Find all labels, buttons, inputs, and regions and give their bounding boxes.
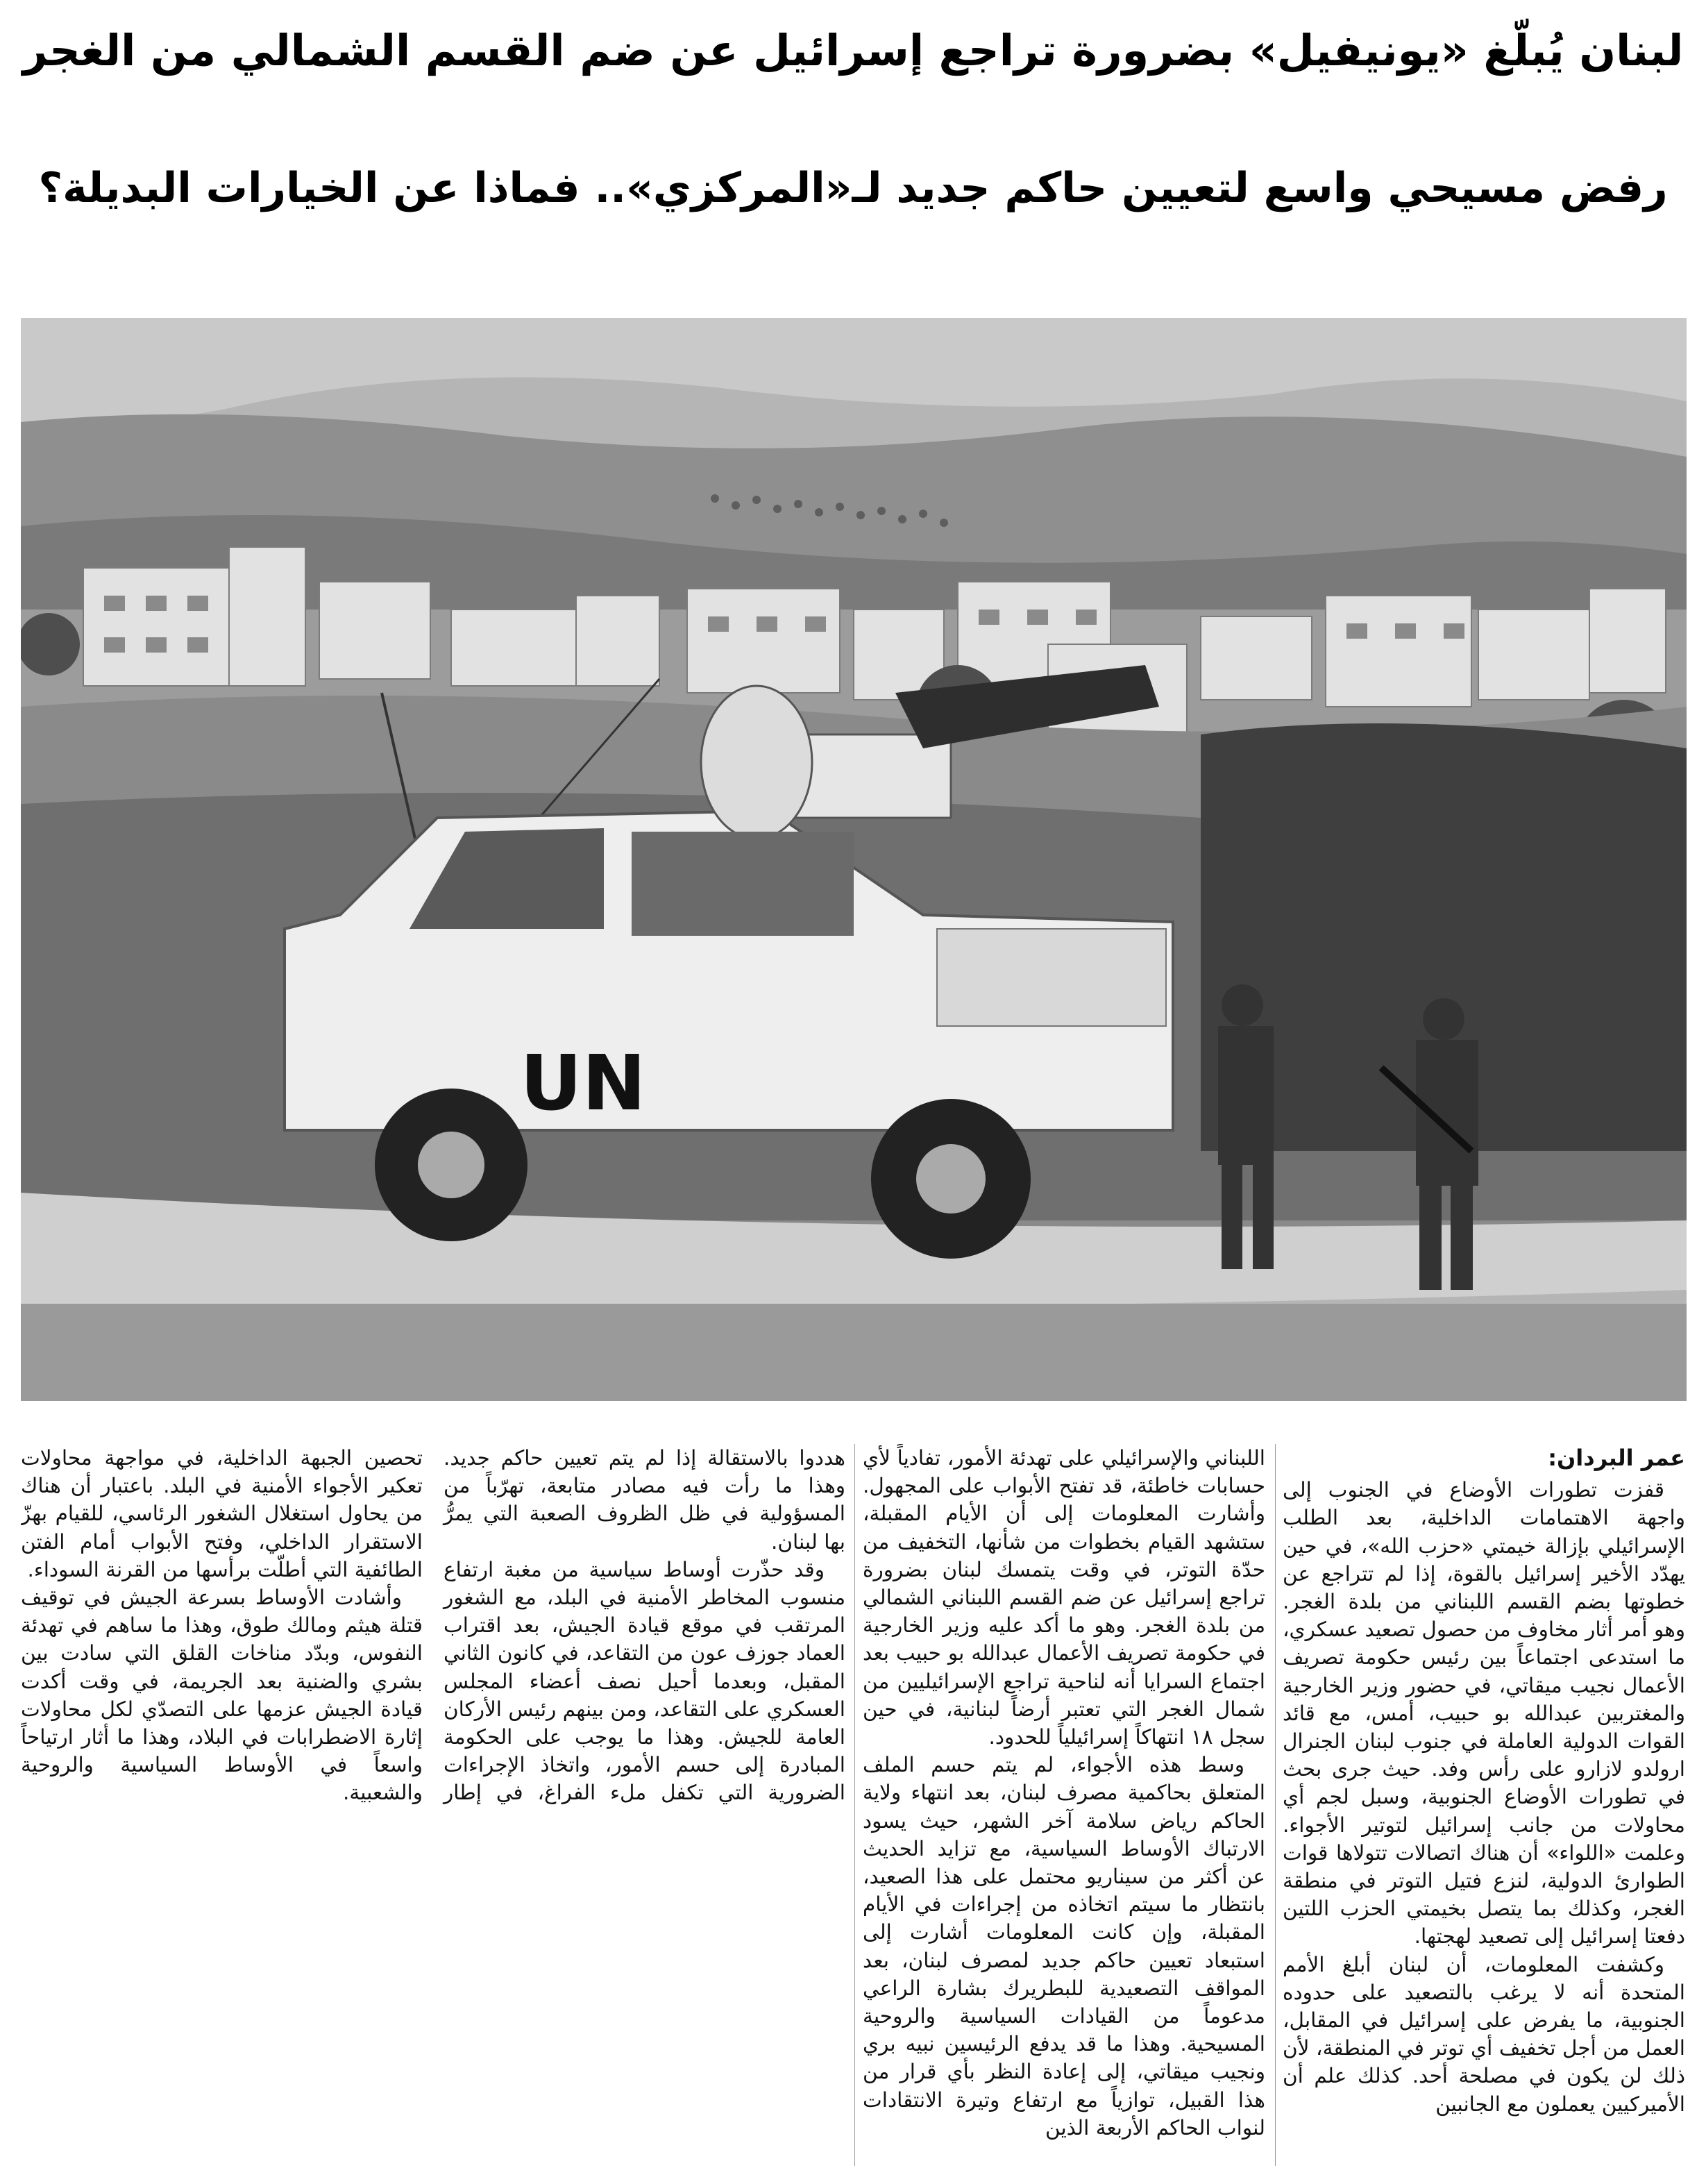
un-marking: UN xyxy=(520,1039,646,1127)
article-column-1 xyxy=(1283,1444,1685,2166)
paragraph: وسط هذه الأجواء، لم يتم حسم الملف المتعلق بحاكمية مصرف لبنان، بعد انتهاء ولاية الحاكم رياض سلامة آخر الشهر، حيث يسود الارتباك الأوساط السياسية، مع تزايد الحديث عن أكثر من سيناريو محتمل على هذا الصعيد، بانتظار ما سيتم اتخاذه من إجراءات في الأيام المقبلة، وإن كانت المعلومات أشارت إلى استبعاد تعيين حاكم جديد لمصرف لبنان، بعد المواقف التصعيدية للبطريرك بشارة الراعي مدعوماً من القيادات السياسية والروحية المسيحية. وهذا ما قد يدفع الرئيسين نبيه بري ونجيب ميقاتي، إلى إعادة النظر بأي قرار من هذا القبيل، توازياً مع ارتفاع وتيرة الانتقادات لنواب الحاكم الأربعة الذين xyxy=(863,1753,1265,2140)
byline: عمر البردان: xyxy=(1548,1445,1685,1471)
article-column-3 xyxy=(21,1444,845,2166)
headline-primary: لبنان يُبلّغ «يونيفيل» بضرورة تراجع إسرائيل عن ضم القسم الشمالي من الغجر xyxy=(22,25,1684,76)
paragraph: قفزت تطورات الأوضاع في الجنوب إلى واجهة الاهتمامات الداخلية، بعد الطلب الإسرائيلي بإزالة خيمتي «حزب الله»، في حين يهدّد الأخير إسرائيل بالقوة، إذا لم تتراجع عن خطوتها بضم القسم اللبناني من بلدة الغجر. وهو أمر أثار مخاوف من حصول تصعيد عسكري، ما استدعى اجتماعاً بين رئيس حكومة تصريف الأعمال نجيب ميقاتي، في حضور وزير الخارجية والمغتربين عبدالله بو حبيب، أمس، مع قائد القوات الدولية العاملة في جنوب لبنان الجنرال ارولدو لازارو على رأس وفد. حيث جرى بحث في تطورات الأوضاع الجنوبية، وسبل لجم أي محاولات من جانب إسرائيل لتوتير الأجواء. وعلمت «اللواء» أن هناك اتصالات تتولاها قوات الطوارئ الدولية، لنزع فتيل التوتر في منطقة الغجر، وكذلك بما يتصل بخيمتي الحزب اللتين دفعتا إسرائيل إلى تصعيد لهجتها. xyxy=(1283,1478,1685,1949)
paragraph: هددوا بالاستقالة إذا لم يتم تعيين حاكم جديد. وهذا ما رأت فيه مصادر متابعة، تهرّباً من المسؤولية في ظل الظروف الصعبة التي يمرُّ بها لبنان. xyxy=(444,1446,845,1554)
paragraph: اللبناني والإسرائيلي على تهدئة الأمور، تفادياً لأي حسابات خاطئة، قد تفتح الأبواب على المجهول. وأشارت المعلومات إلى أن الأيام المقبلة، ستشهد القيام بخطوات من شأنها، التخفيف من حدّة التوتر، في وقت يتمسك لبنان بضرورة تراجع إسرائيل عن ضم القسم اللبناني الشمالي من بلدة الغجر. وهو ما أكد عليه وزير الخارجية في حكومة تصريف الأعمال عبدالله بو حبيب بعد اجتماع السرايا أنه لناحية تراجع الإسرائيليين من شمال الغجر التي تعتبر أرضاً لبنانية، في حين سجل ١٨ انتهاكاً إسرائيلياً للحدود. xyxy=(863,1446,1265,1749)
column-divider xyxy=(854,1444,855,2166)
paragraph: وأشادت الأوساط بسرعة الجيش في توقيف قتلة هيثم ومالك طوق، وهذا ما ساهم في تهدئة النفوس، وبدّد مناخات القلق التي سادت بين بشري والضنية بعد الجريمة، في وقت أكدت قيادة الجيش عزمها على التصدّي لكل محاولات إثارة الاضطرابات في البلاد، وهذا ما أثار ارتياحاً واسعاً في الأوساط السياسية والروحية والشعبية. xyxy=(21,1586,423,1805)
headline-secondary: رفض مسيحي واسع لتعيين حاكم جديد لـ«المركزي».. فماذا عن الخيارات البديلة؟ xyxy=(38,164,1668,212)
news-photo xyxy=(21,318,1687,1401)
article-column-2 xyxy=(863,1444,1265,2166)
paragraph: وكشفت المعلومات، أن لبنان أبلغ الأمم المتحدة أنه لا يرغب بالتصعيد على حدوده الجنوبية، ما يفرض على إسرائيل في المقابل، العمل من أجل تخفيف أي توتر في المنطقة، لأن ذلك لن يكون في مصلحة أحد. كذلك علم أن الأميركيين يعملون مع الجانبين xyxy=(1283,1952,1685,2116)
paragraph: وقد حذّرت أوساط سياسية من مغبة ارتفاع منسوب المخاطر الأمنية في البلد، مع الشغور المرتقب في موقع قيادة الجيش، بعد اقتراب العماد جوزف عون من التقاعد، في كانون الثاني المقبل، وبعدما أحيل نصف أعضاء المجلس العسكري على التقاعد، ومن بينهم رئيس الأركان العامة للجيش. وهذا ما يوجب على الحكومة المبادرة إلى حسم الأمور، واتخاذ الإجراءات الضرورية التي تكفل ملء الفراغ، في إطار تحصين الجبهة الداخلية، في مواجهة محاولات تعكير الأجواء الأمنية في البلد. باعتبار أن هناك من يحاول استغلال الشغور الرئاسي، للقيام بهزّ الاستقرار الداخلي، وفتح الأبواب أمام الفتن الطائفية التي أطلّت برأسها من القرنة السوداء. xyxy=(21,1446,845,1805)
column-divider xyxy=(1275,1444,1276,2166)
